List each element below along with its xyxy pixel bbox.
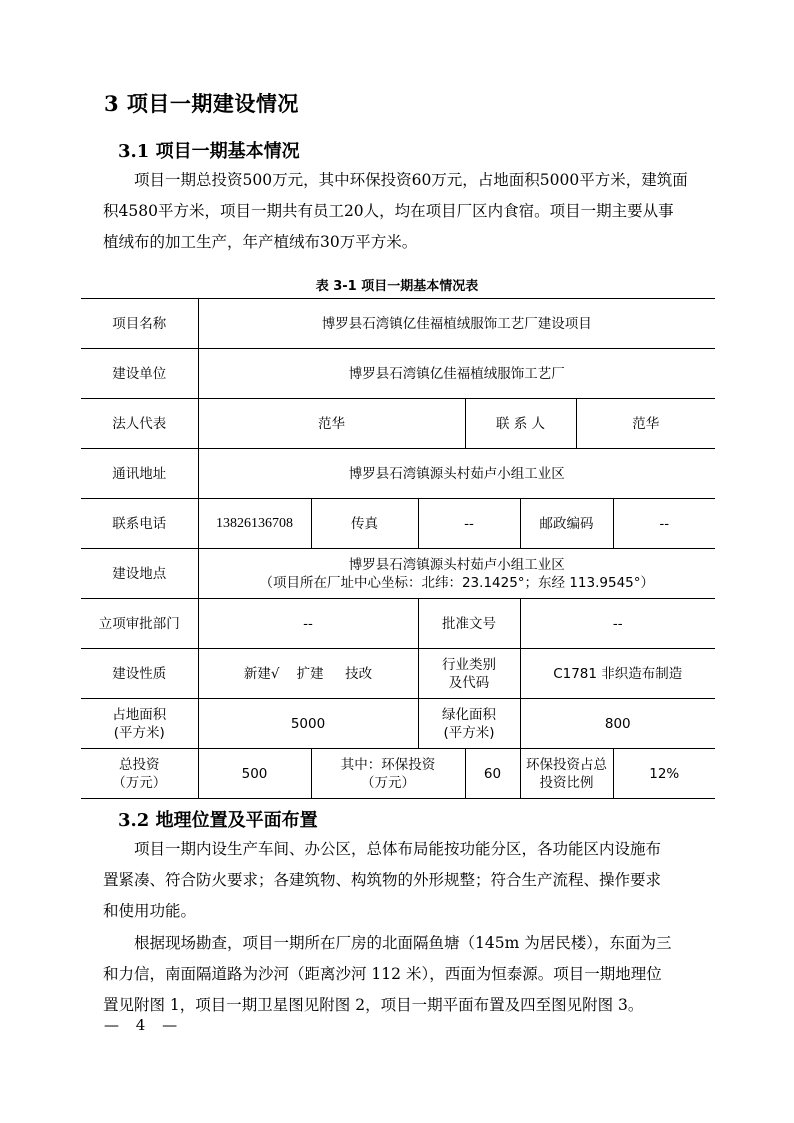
fax-label: 传真 [311,499,418,549]
legal-rep-value: 范华 [198,399,465,449]
invest-label-line: 总投资 [119,756,160,773]
table-row [81,449,715,499]
env-ratio-label-line: 投资比例 [539,774,594,791]
env-ratio-label-line: 环保投资占总 [526,756,607,773]
paragraph-line: 项目一期内设生产车间、办公区，总体布局能按功能分区，各功能区内设施布 [134,840,662,858]
contact-value: 范华 [576,399,715,449]
table-caption: 表 3-1 项目一期基本情况表 [315,279,479,294]
industry-label-line: 行业类别 [442,656,496,673]
phone-value: 13826136708 [198,499,311,549]
table-row [81,649,715,699]
area-value: 5000 [198,699,418,749]
green-label-line: (平方米) [443,724,495,741]
site-label: 建设地点 [81,549,198,599]
industry-value: C1781 非织造布制造 [520,649,715,699]
subsection-title-location: 3.2 地理位置及平面布置 [118,810,318,831]
approval-no-value: -- [520,599,715,649]
builder-value: 博罗县石湾镇亿佳福植绒服饰工艺厂 [198,349,715,399]
area-label [81,699,198,749]
fax-value: -- [418,499,520,549]
paragraph-line: 置紧凑、符合防火要求；各建筑物、构筑物的外形规整；符合生产流程、操作要求 [103,871,662,889]
table-row [81,749,715,799]
env-invest-label-line: 其中：环保投资 [340,756,436,773]
subsection-title-basic-info: 3.1 项目一期基本情况 [118,141,300,162]
paragraph-layout [103,834,688,927]
area-label-line: 占地面积 [112,706,167,723]
paragraph-line: 根据现场勘查，项目一期所在厂房的北面隔鱼塘（145m 为居民楼），东面为三 [134,934,672,952]
paragraph-line: 和使用功能。 [103,902,197,920]
site-value [198,549,715,599]
table-row [81,499,715,549]
nature-label: 建设性质 [81,649,198,699]
env-ratio-label [520,749,613,799]
section-title: 3 项目一期建设情况 [104,91,299,116]
postcode-value: -- [613,499,715,549]
invest-label [81,749,198,799]
invest-value: 500 [198,749,311,799]
paragraph-line: 积4580平方米，项目一期共有员工20人，均在项目厂区内食宿。项目一期主要从事 [103,202,674,220]
address-value: 博罗县石湾镇源头村茹卢小组工业区 [198,449,715,499]
industry-label-line: 及代码 [448,674,490,691]
table-row [81,599,715,649]
postcode-label: 邮政编码 [520,499,613,549]
area-label-line: (平方米) [113,724,165,741]
env-invest-value: 60 [465,749,520,799]
table-row [81,549,715,599]
nature-value: 新建√ 扩建 技改 [198,649,418,699]
green-label [418,699,520,749]
project-name-label: 项目名称 [81,299,198,349]
project-info-table [81,298,715,799]
table-row [81,349,715,399]
green-label-line: 绿化面积 [442,706,496,723]
approval-dept-label: 立项审批部门 [81,599,198,649]
project-name-value: 博罗县石湾镇亿佳福植绒服饰工艺厂建设项目 [198,299,715,349]
invest-label-line: （万元） [112,774,167,791]
address-label: 通讯地址 [81,449,198,499]
green-value: 800 [520,699,715,749]
approval-no-label: 批准文号 [418,599,520,649]
table-row [81,299,715,349]
env-invest-label-line: （万元） [361,774,415,791]
paragraph-line: 项目一期总投资500万元，其中环保投资60万元，占地面积5000平方米，建筑面 [134,171,688,189]
table-row [81,699,715,749]
site-coordinates: （项目所在厂址中心坐标：北纬：23.1425°；东经 113.9545°） [259,574,655,591]
paragraph-line: 植绒布的加工生产，年产植绒布30万平方米。 [103,233,418,251]
page-number: — 4 — [104,1016,184,1034]
env-invest-label [311,749,465,799]
builder-label: 建设单位 [81,349,198,399]
phone-label: 联系电话 [81,499,198,549]
approval-dept-value: -- [198,599,418,649]
paragraph-location [103,928,688,1021]
site-value-line: 博罗县石湾镇源头村茹卢小组工业区 [348,556,565,573]
paragraph-basic-info [103,165,688,258]
table-row [81,399,715,449]
paragraph-line: 和力信，南面隔道路为沙河（距离沙河 112 米），西面为恒泰源。项目一期地理位 [103,965,662,983]
industry-label [418,649,520,699]
contact-label: 联 系 人 [465,399,576,449]
legal-rep-label: 法人代表 [81,399,198,449]
env-ratio-value: 12% [613,749,715,799]
paragraph-line: 置见附图 1，项目一期卫星图见附图 2，项目一期平面布置及四至图见附图 3。 [103,996,644,1014]
